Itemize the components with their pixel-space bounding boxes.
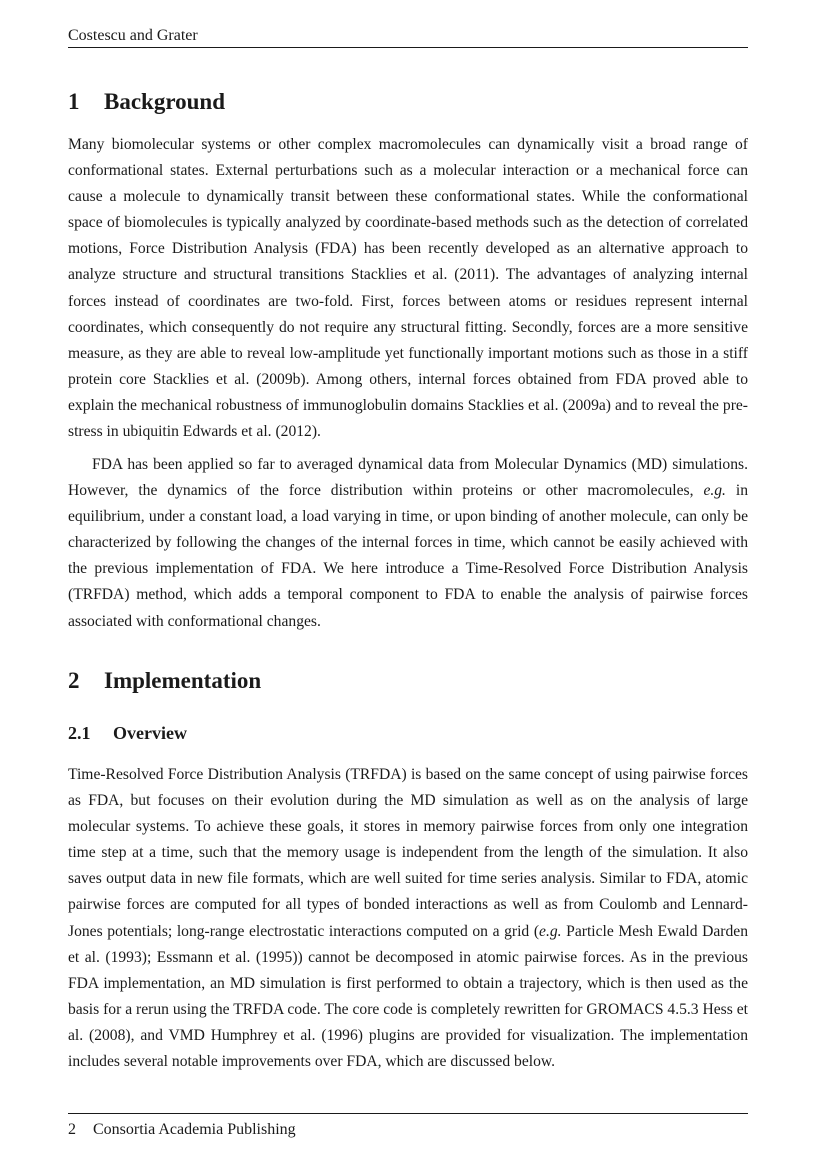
- section-heading-background: [68, 88, 225, 116]
- background-paragraph-2: FDA has been applied so far to averaged dynamical data from Molecular Dynamics (MD) simulations. However, the dynamics of the force distribution within proteins or other macromolecules, e.g. in equilibrium, under a constant load, a load varying in time, or upon binding of another molecule, can only be characterized by following the changes of the internal forces in time, which cannot be easily achieved with the previous implementation of FDA. We here introduce a Time-Resolved Force Distribution Analysis (TRFDA) method, which adds a temporal component to FDA to enable the analysis of pairwise forces associated with conformational changes.: [68, 456, 749, 630]
- subsection-heading-overview: [68, 722, 187, 744]
- overview-paragraph-1: Time-Resolved Force Distribution Analysis (TRFDA) is based on the same concept of using pairwise forces as FDA, but focuses on their evolution during the MD simulation as well as on the analysis of large molecular systems. To achieve these goals, it stores in memory pairwise forces from only one integration time step at a time, such that the memory usage is independent from the length of the simulation. It also saves output data in new file formats, which are well suited for time series analysis. Similar to FDA, atomic pairwise forces are computed for all types of bonded interactions as well as from Coulomb and Lennard-Jones potentials; long-range electrostatic interactions computed on a grid (e.g. Particle Mesh Ewald Darden et al. (1993); Essmann et al. (1995)) cannot be decomposed in atomic pairwise forces. As in the previous FDA implementation, an MD simulation is first performed to obtain a trajectory, which is then used as the basis for a rerun using the TRFDA code. The core code is completely rewritten for GROMACS 4.5.3 Hess et al. (2008), and VMD Humphrey et al. (1996) plugins are provided for visualization. The implementation includes several notable improvements over FDA, which are discussed below.: [68, 766, 748, 1071]
- header-divider: [68, 47, 748, 48]
- running-header: Costescu and Grater: [68, 27, 198, 44]
- publisher-name: Consortia Academia Publishing: [93, 1121, 296, 1138]
- background-paragraph-1: Many biomolecular systems or other complex macromolecules can dynamically visit a broad range of conformational states. External perturbations such as a molecular interaction or a mechanical force can cause a molecule to dynamically transit between these conformational states. While the conformational space of biomolecules is typically analyzed by coordinate-based methods such as the detection of correlated motions, Force Distribution Analysis (FDA) has been recently developed as an alternative approach to analyze structure and structural transitions Stacklies et al. (2011). The advantages of analyzing internal forces instead of coordinates are two-fold. First, forces between atoms or residues represent internal coordinates, which consequently do not require any structural fitting. Secondly, forces are a more sensitive measure, as they are able to reveal low-amplitude yet functionally important motions such as those in a stiff protein core Stacklies et al. (2009b). Among others, internal forces obtained from FDA proved able to explain the mechanical robustness of immunoglobulin domains Stacklies et al. (2009a) and to reveal the pre-stress in ubiquitin Edwards et al. (2012).: [68, 136, 748, 441]
- subsection-title: Overview: [113, 723, 187, 743]
- section-title: Implementation: [104, 668, 262, 693]
- footer-divider: [68, 1113, 748, 1114]
- section-number: 1: [68, 89, 80, 114]
- page-number: 2: [68, 1121, 76, 1138]
- section-heading-implementation: [68, 667, 261, 695]
- section-title: Background: [104, 89, 226, 114]
- section-number: 2: [68, 668, 80, 693]
- page-footer: [68, 1120, 748, 1140]
- subsection-number: 2.1: [68, 723, 91, 743]
